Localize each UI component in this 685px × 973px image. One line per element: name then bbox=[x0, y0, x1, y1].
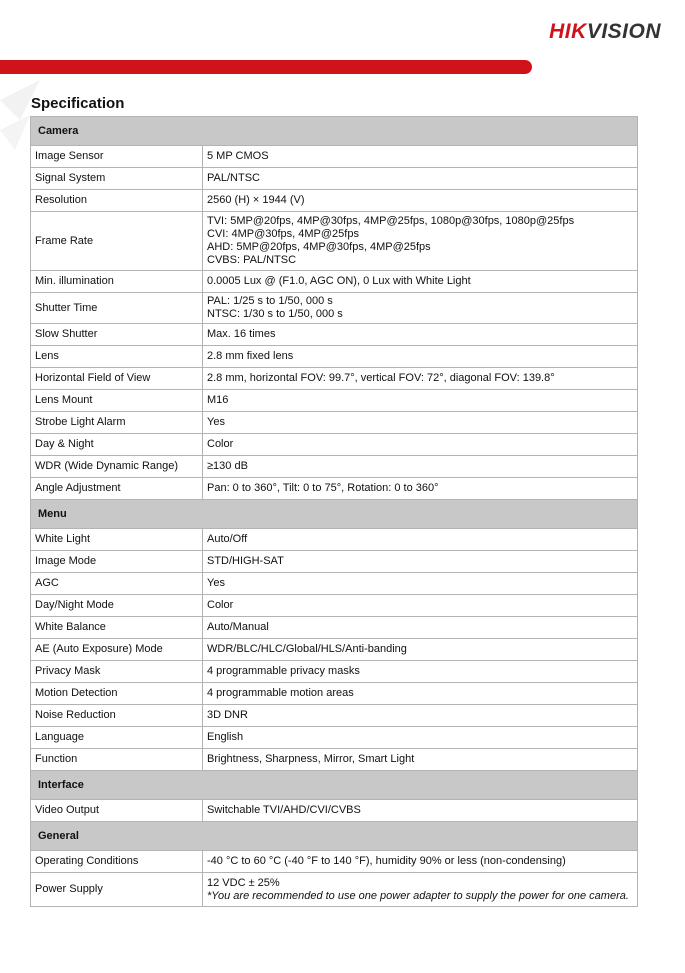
spec-row bbox=[31, 639, 638, 661]
spec-label: Image Mode bbox=[31, 551, 203, 573]
brand-logo-part1: HIK bbox=[549, 20, 587, 43]
spec-value bbox=[203, 529, 638, 551]
spec-row bbox=[31, 478, 638, 500]
spec-value bbox=[203, 434, 638, 456]
spec-value-line: -40 °C to 60 °C (-40 °F to 140 °F), humidity 90% or less (non-condensing) bbox=[207, 855, 566, 867]
spec-value bbox=[203, 412, 638, 434]
spec-value-line: Color bbox=[207, 599, 234, 611]
spec-value-line: WDR/BLC/HLC/Global/HLS/Anti-banding bbox=[207, 643, 407, 655]
spec-value-line: 2560 (H) × 1944 (V) bbox=[207, 194, 305, 206]
spec-value bbox=[203, 478, 638, 500]
spec-row bbox=[31, 683, 638, 705]
spec-label: Operating Conditions bbox=[31, 851, 203, 873]
spec-value bbox=[203, 617, 638, 639]
spec-row bbox=[31, 705, 638, 727]
spec-value-line: PAL/NTSC bbox=[207, 172, 260, 184]
brand-logo-part2: VISION bbox=[586, 20, 661, 43]
spec-value-line: Max. 16 times bbox=[207, 328, 276, 340]
spec-value-line: Pan: 0 to 360°, Tilt: 0 to 75°, Rotation: 0 to 360° bbox=[207, 482, 439, 494]
spec-value-line: 4 programmable motion areas bbox=[207, 687, 354, 699]
spec-value-line: Switchable TVI/AHD/CVI/CVBS bbox=[207, 804, 361, 816]
spec-value-line: 5 MP CMOS bbox=[207, 150, 269, 162]
spec-label: White Light bbox=[31, 529, 203, 551]
spec-value-line: Color bbox=[207, 438, 234, 450]
spec-row bbox=[31, 324, 638, 346]
spec-value-line: NTSC: 1/30 s to 1/50, 000 s bbox=[207, 308, 343, 320]
spec-value-line: Auto/Off bbox=[207, 533, 248, 545]
spec-row bbox=[31, 617, 638, 639]
spec-label: Slow Shutter bbox=[31, 324, 203, 346]
spec-label: Day & Night bbox=[31, 434, 203, 456]
spec-row bbox=[31, 851, 638, 873]
spec-value-line: 0.0005 Lux @ (F1.0, AGC ON), 0 Lux with White Light bbox=[207, 275, 471, 287]
spec-row bbox=[31, 346, 638, 368]
spec-value bbox=[203, 324, 638, 346]
spec-label: Power Supply bbox=[31, 873, 203, 907]
spec-value bbox=[203, 293, 638, 324]
spec-value bbox=[203, 661, 638, 683]
spec-label: Strobe Light Alarm bbox=[31, 412, 203, 434]
spec-value bbox=[203, 749, 638, 771]
spec-value bbox=[203, 346, 638, 368]
spec-value bbox=[203, 190, 638, 212]
spec-value-line: 3D DNR bbox=[207, 709, 248, 721]
section-header bbox=[31, 822, 638, 851]
spec-row bbox=[31, 800, 638, 822]
spec-value-line: ≥130 dB bbox=[207, 460, 248, 472]
spec-value-line: AHD: 5MP@20fps, 4MP@30fps, 4MP@25fps bbox=[207, 241, 431, 253]
section-header bbox=[31, 771, 638, 800]
spec-label: Lens bbox=[31, 346, 203, 368]
spec-row bbox=[31, 271, 638, 293]
spec-row bbox=[31, 390, 638, 412]
spec-row bbox=[31, 168, 638, 190]
spec-value-line: CVI: 4MP@30fps, 4MP@25fps bbox=[207, 228, 359, 240]
spec-label: Day/Night Mode bbox=[31, 595, 203, 617]
spec-label: AGC bbox=[31, 573, 203, 595]
spec-label: Video Output bbox=[31, 800, 203, 822]
section-title: General bbox=[31, 822, 638, 851]
spec-row bbox=[31, 727, 638, 749]
spec-label: Signal System bbox=[31, 168, 203, 190]
spec-row bbox=[31, 661, 638, 683]
spec-value-line: 4 programmable privacy masks bbox=[207, 665, 360, 677]
spec-value bbox=[203, 456, 638, 478]
section-title: Interface bbox=[31, 771, 638, 800]
spec-value-line: Auto/Manual bbox=[207, 621, 269, 633]
section-title: Camera bbox=[31, 117, 638, 146]
spec-row bbox=[31, 212, 638, 271]
spec-note: *You are recommended to use one power adapter to supply the power for one camera. bbox=[207, 889, 629, 902]
spec-label: AE (Auto Exposure) Mode bbox=[31, 639, 203, 661]
spec-value bbox=[203, 595, 638, 617]
spec-value bbox=[203, 271, 638, 293]
spec-label: Angle Adjustment bbox=[31, 478, 203, 500]
spec-row bbox=[31, 573, 638, 595]
spec-label: Lens Mount bbox=[31, 390, 203, 412]
spec-value-line: English bbox=[207, 731, 244, 743]
spec-value bbox=[203, 146, 638, 168]
spec-row bbox=[31, 873, 638, 907]
spec-value bbox=[203, 683, 638, 705]
spec-row bbox=[31, 190, 638, 212]
section-header bbox=[31, 500, 638, 529]
spec-row bbox=[31, 412, 638, 434]
spec-row bbox=[31, 434, 638, 456]
spec-row bbox=[31, 456, 638, 478]
spec-label: Noise Reduction bbox=[31, 705, 203, 727]
page-title: Specification bbox=[31, 95, 125, 112]
spec-value-line: 12 VDC ± 25% bbox=[207, 876, 280, 889]
spec-label: Privacy Mask bbox=[31, 661, 203, 683]
spec-row bbox=[31, 749, 638, 771]
spec-label: Horizontal Field of View bbox=[31, 368, 203, 390]
spec-value bbox=[203, 800, 638, 822]
spec-value bbox=[203, 212, 638, 271]
spec-value bbox=[203, 873, 638, 907]
spec-table bbox=[30, 116, 638, 907]
spec-label: Language bbox=[31, 727, 203, 749]
spec-value-line: PAL: 1/25 s to 1/50, 000 s bbox=[207, 295, 333, 307]
spec-value-line: Yes bbox=[207, 416, 225, 428]
spec-row bbox=[31, 146, 638, 168]
spec-label: Shutter Time bbox=[31, 293, 203, 324]
spec-label: WDR (Wide Dynamic Range) bbox=[31, 456, 203, 478]
brand-logo bbox=[549, 20, 661, 44]
section-header bbox=[31, 117, 638, 146]
spec-label: Resolution bbox=[31, 190, 203, 212]
spec-value bbox=[203, 705, 638, 727]
spec-label: Motion Detection bbox=[31, 683, 203, 705]
spec-value bbox=[203, 573, 638, 595]
spec-value bbox=[203, 168, 638, 190]
spec-value-line: STD/HIGH-SAT bbox=[207, 555, 284, 567]
spec-value-line: Brightness, Sharpness, Mirror, Smart Light bbox=[207, 753, 415, 765]
spec-label: White Balance bbox=[31, 617, 203, 639]
spec-value bbox=[203, 390, 638, 412]
spec-row bbox=[31, 595, 638, 617]
spec-label: Frame Rate bbox=[31, 212, 203, 271]
spec-row bbox=[31, 368, 638, 390]
header-red-bar bbox=[0, 60, 532, 74]
spec-value bbox=[203, 727, 638, 749]
spec-label: Image Sensor bbox=[31, 146, 203, 168]
spec-row bbox=[31, 293, 638, 324]
spec-value bbox=[203, 368, 638, 390]
spec-value-line: M16 bbox=[207, 394, 229, 406]
spec-row bbox=[31, 551, 638, 573]
spec-value bbox=[203, 851, 638, 873]
spec-value-line: TVI: 5MP@20fps, 4MP@30fps, 4MP@25fps, 1080p@30fps, 1080p@25fps bbox=[207, 215, 575, 227]
spec-label: Function bbox=[31, 749, 203, 771]
spec-value-line: Yes bbox=[207, 577, 225, 589]
spec-label: Min. illumination bbox=[31, 271, 203, 293]
spec-value-line: 2.8 mm fixed lens bbox=[207, 350, 294, 362]
spec-row bbox=[31, 529, 638, 551]
section-title: Menu bbox=[31, 500, 638, 529]
spec-value bbox=[203, 639, 638, 661]
spec-value-line: CVBS: PAL/NTSC bbox=[207, 254, 297, 266]
spec-value-line: 2.8 mm, horizontal FOV: 99.7°, vertical FOV: 72°, diagonal FOV: 139.8° bbox=[207, 372, 555, 384]
spec-value bbox=[203, 551, 638, 573]
